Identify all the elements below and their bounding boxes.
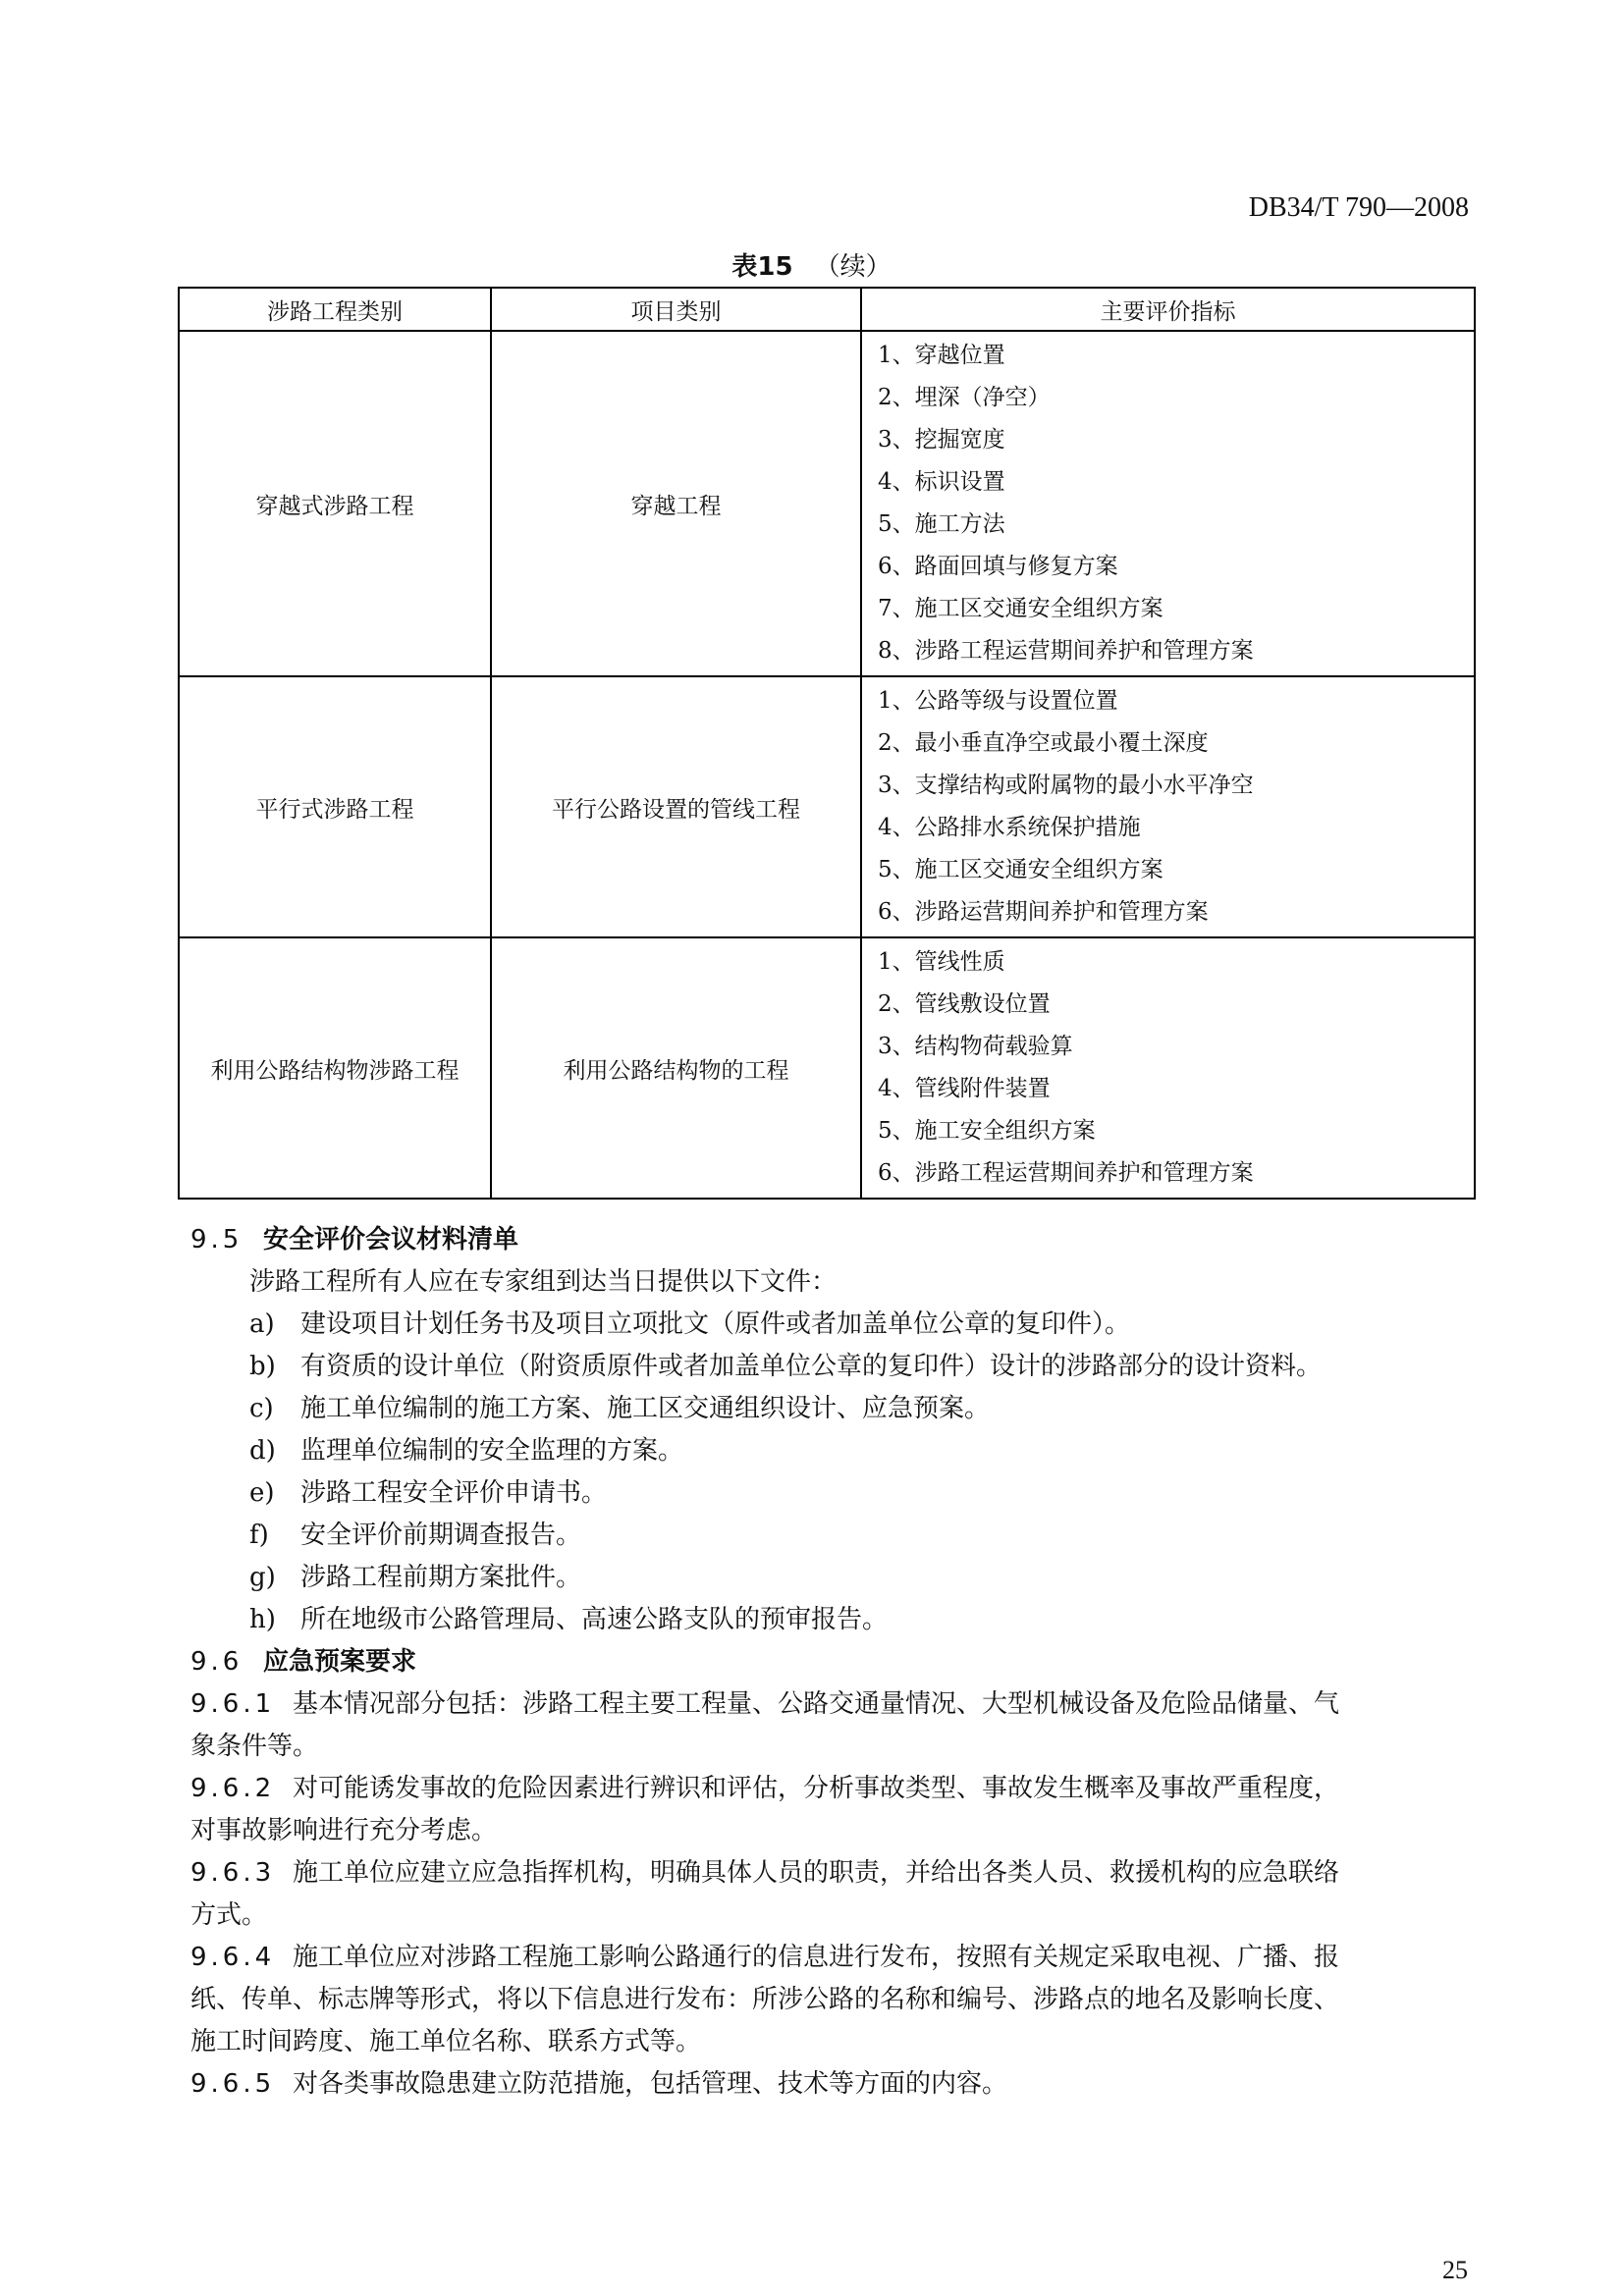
list-item-text: 有资质的设计单位（附资质原件或者加盖单位公章的复印件）设计的涉路部分的设计资料。 — [300, 1352, 1323, 1381]
list-item-label: a) — [249, 1309, 275, 1339]
clause-text: 对各类事故隐患建立防范措施，包括管理、技术等方面的内容。 — [293, 2069, 1008, 2099]
list-item-text: 涉路工程安全评价申请书。 — [300, 1478, 608, 1508]
table-row — [179, 937, 1475, 1199]
clause-line: 方式。 — [190, 1900, 268, 1930]
indicator-item: 2、埋深（净空） — [878, 385, 1051, 410]
column-header: 涉路工程类别 — [179, 288, 491, 331]
clause-number: 9.6.3 — [190, 1858, 276, 1888]
project-cell: 平行公路设置的管线工程 — [491, 676, 861, 937]
list-item-text: 建设项目计划任务书及项目立项批文（原件或者加盖单位公章的复印件）。 — [300, 1309, 1131, 1339]
category-cell: 利用公路结构物涉路工程 — [179, 937, 491, 1199]
list-item-label: b) — [249, 1352, 276, 1381]
section-number: 9.6 — [190, 1647, 243, 1677]
indicator-item: 6、涉路工程运营期间养护和管理方案 — [878, 1160, 1254, 1186]
list-item — [190, 1388, 1467, 1430]
clause-line — [190, 1852, 1467, 1895]
list-item-text: 涉路工程前期方案批件。 — [300, 1563, 582, 1592]
indicator-item: 3、挖掘宽度 — [878, 427, 1005, 453]
indicator-item: 3、支撑结构或附属物的最小水平净空 — [878, 773, 1254, 798]
clause-line: 施工时间跨度、施工单位名称、联系方式等。 — [190, 2027, 702, 2056]
clause-line — [190, 1683, 1467, 1726]
list-item — [190, 1515, 1467, 1557]
indicator-item: 1、穿越位置 — [878, 343, 1005, 368]
table-row — [179, 331, 1475, 676]
table-caption — [0, 246, 1623, 283]
clause-line: 纸、传单、标志牌等形式，将以下信息进行发布：所涉公路的名称和编号、涉路点的地名及影响长度、 — [190, 1985, 1340, 2014]
evaluation-table — [178, 287, 1476, 1200]
list-item-label: c) — [249, 1394, 274, 1423]
list-item — [190, 1599, 1467, 1641]
project-cell: 利用公路结构物的工程 — [491, 937, 861, 1199]
clause-line — [190, 1768, 1467, 1810]
page-number: 25 — [1442, 2256, 1468, 2284]
indicator-item: 5、施工区交通安全组织方案 — [878, 857, 1163, 882]
section-title: 应急预案要求 — [263, 1647, 417, 1677]
list-item — [190, 1557, 1467, 1599]
list-item-label: f) — [249, 1521, 269, 1550]
standard-code: DB34/T 790—2008 — [1248, 192, 1469, 223]
indicator-item: 4、公路排水系统保护措施 — [878, 815, 1141, 840]
table-row — [179, 676, 1475, 937]
clause-line: 象条件等。 — [190, 1732, 319, 1761]
clause-text: 对可能诱发事故的危险因素进行辨识和评估，分析事故类型、事故发生概率及事故严重程度， — [293, 1774, 1340, 1803]
clause-number: 9.6.1 — [190, 1689, 276, 1719]
clause-number: 9.6.4 — [190, 1943, 276, 1972]
indicator-item: 5、施工安全组织方案 — [878, 1118, 1096, 1144]
list-item — [190, 1430, 1467, 1472]
section-number: 9.5 — [190, 1225, 243, 1255]
list-item-text: 监理单位编制的安全监理的方案。 — [300, 1436, 684, 1466]
clause-number: 9.6.5 — [190, 2069, 276, 2099]
indicator-item: 1、管线性质 — [878, 949, 1005, 975]
project-cell: 穿越工程 — [491, 331, 861, 676]
indicators-cell — [861, 331, 1475, 676]
list-item-label: g) — [249, 1563, 276, 1592]
indicator-item: 1、公路等级与设置位置 — [878, 688, 1118, 714]
clause-text: 施工单位应建立应急指挥机构，明确具体人员的职责，并给出各类人员、救援机构的应急联络 — [293, 1858, 1340, 1888]
list-item — [190, 1304, 1467, 1346]
indicator-item: 6、路面回填与修复方案 — [878, 554, 1118, 579]
clause-line: 对事故影响进行充分考虑。 — [190, 1816, 498, 1845]
clause-line — [190, 2063, 1467, 2106]
section-heading — [190, 1219, 1467, 1261]
clause-line — [190, 1937, 1467, 1979]
table-caption-note: （续） — [814, 252, 892, 282]
indicators-cell — [861, 676, 1475, 937]
indicator-item: 8、涉路工程运营期间养护和管理方案 — [878, 638, 1254, 664]
table-header-row — [179, 288, 1475, 331]
column-header: 项目类别 — [491, 288, 861, 331]
clause-text: 基本情况部分包括：涉路工程主要工程量、公路交通量情况、大型机械设备及危险品储量、气 — [293, 1689, 1340, 1719]
list-item-text: 施工单位编制的施工方案、施工区交通组织设计、应急预案。 — [300, 1394, 991, 1423]
section-heading — [190, 1641, 1467, 1683]
clause-text: 施工单位应对涉路工程施工影响公路通行的信息进行发布，按照有关规定采取电视、广播、报 — [293, 1943, 1340, 1972]
indicator-item: 4、标识设置 — [878, 469, 1005, 495]
category-cell: 穿越式涉路工程 — [179, 331, 491, 676]
document-body — [190, 1219, 1467, 2106]
indicator-item: 7、施工区交通安全组织方案 — [878, 596, 1163, 621]
list-item — [190, 1346, 1467, 1388]
list-item-label: d) — [249, 1436, 276, 1466]
list-item-label: h) — [249, 1605, 276, 1634]
indicator-item: 2、最小垂直净空或最小覆土深度 — [878, 730, 1209, 756]
list-item — [190, 1472, 1467, 1515]
indicator-item: 3、结构物荷载验算 — [878, 1034, 1073, 1059]
list-item-text: 所在地级市公路管理局、高速公路支队的预审报告。 — [300, 1605, 889, 1634]
indicator-item: 5、施工方法 — [878, 511, 1005, 537]
indicator-item: 2、管线敷设位置 — [878, 991, 1051, 1017]
indicator-item: 6、涉路运营期间养护和管理方案 — [878, 899, 1209, 925]
category-cell: 平行式涉路工程 — [179, 676, 491, 937]
indicators-cell — [861, 937, 1475, 1199]
list-item-label: e) — [249, 1478, 275, 1508]
section-intro: 涉路工程所有人应在专家组到达当日提供以下文件： — [249, 1267, 838, 1297]
column-header: 主要评价指标 — [861, 288, 1475, 331]
clause-number: 9.6.2 — [190, 1774, 276, 1803]
section-title: 安全评价会议材料清单 — [263, 1225, 519, 1255]
list-item-text: 安全评价前期调查报告。 — [300, 1521, 582, 1550]
indicator-item: 4、管线附件装置 — [878, 1076, 1051, 1101]
table-caption-label: 表15 — [731, 252, 793, 282]
